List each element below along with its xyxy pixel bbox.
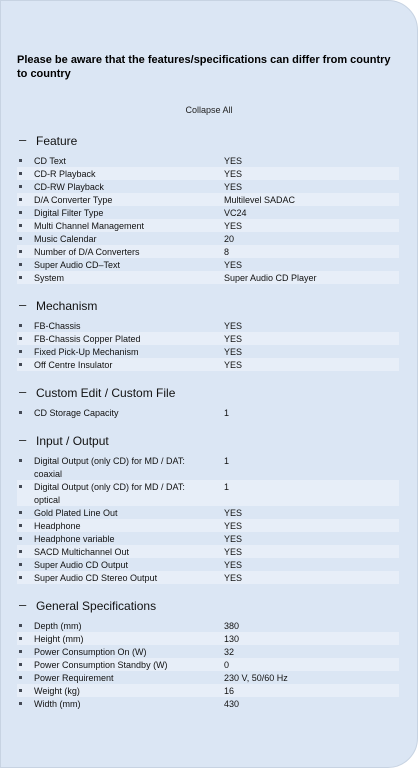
section-feature <box>17 134 399 284</box>
bullet-icon <box>19 624 22 627</box>
section-custom-edit-custom-file <box>17 386 399 419</box>
bullet-icon <box>19 172 22 175</box>
spec-row <box>17 619 399 632</box>
spec-row <box>17 658 399 671</box>
spec-value: YES <box>224 508 243 518</box>
spec-row <box>17 632 399 645</box>
spec-value: 380 <box>224 621 240 631</box>
spec-value: Super Audio CD Player <box>224 273 317 283</box>
bullet-icon <box>19 689 22 692</box>
bullet-icon <box>19 159 22 162</box>
spec-label: Music Calendar <box>34 234 97 244</box>
bullet-icon <box>19 576 22 579</box>
spec-value: 1 <box>224 482 230 492</box>
spec-value: 1 <box>224 408 230 418</box>
collapse-minus-icon[interactable]: – <box>19 297 27 312</box>
spec-label: FB-Chassis <box>34 321 81 331</box>
spec-row <box>17 454 399 480</box>
spec-row <box>17 545 399 558</box>
spec-label: CD-R Playback <box>34 169 96 179</box>
spec-row <box>17 358 399 371</box>
spec-label: Power Requirement <box>34 673 114 683</box>
spec-value: YES <box>224 260 243 270</box>
spec-label: Depth (mm) <box>34 621 82 631</box>
bullet-icon <box>19 185 22 188</box>
section-title: General Specifications <box>36 599 157 613</box>
spec-label: Digital Output (only CD) for MD / DAT: coaxial <box>34 456 185 479</box>
spec-value: YES <box>224 560 243 570</box>
spec-value: YES <box>224 182 243 192</box>
bullet-icon <box>19 485 22 488</box>
spec-value: YES <box>224 221 243 231</box>
spec-value: YES <box>224 534 243 544</box>
spec-value: YES <box>224 547 243 557</box>
spec-label: Power Consumption On (W) <box>34 647 147 657</box>
spec-label: Off Centre Insulator <box>34 360 113 370</box>
spec-value: VC24 <box>224 208 247 218</box>
spec-row <box>17 697 399 710</box>
spec-row <box>17 558 399 571</box>
spec-label: Digital Filter Type <box>34 208 104 218</box>
section-header[interactable] <box>17 134 399 150</box>
section-title: Feature <box>36 134 78 148</box>
bullet-icon <box>19 676 22 679</box>
section-header[interactable] <box>17 434 399 450</box>
bullet-icon <box>19 650 22 653</box>
spec-row <box>17 232 399 245</box>
collapse-minus-icon[interactable]: – <box>19 432 27 447</box>
spec-label: Width (mm) <box>34 699 81 709</box>
spec-value: 16 <box>224 686 235 696</box>
bullet-icon <box>19 363 22 366</box>
section-general-specifications <box>17 599 399 710</box>
spec-row <box>17 193 399 206</box>
bullet-icon <box>19 550 22 553</box>
bullet-icon <box>19 663 22 666</box>
spec-row <box>17 532 399 545</box>
bullet-icon <box>19 337 22 340</box>
section-title: Mechanism <box>36 299 98 313</box>
bullet-icon <box>19 276 22 279</box>
spec-value: Multilevel SADAC <box>224 195 296 205</box>
spec-label: Weight (kg) <box>34 686 80 696</box>
spec-label: System <box>34 273 65 283</box>
spec-label: CD-RW Playback <box>34 182 104 192</box>
spec-label: Headphone <box>34 521 81 531</box>
bullet-icon <box>19 211 22 214</box>
spec-row <box>17 332 399 345</box>
section-title: Input / Output <box>36 434 109 448</box>
spec-label: CD Text <box>34 156 66 166</box>
bullet-icon <box>19 250 22 253</box>
country-notice: Please be aware that the features/specifications can differ from country to country <box>17 54 391 80</box>
spec-row <box>17 219 399 232</box>
spec-label: Super Audio CD Output <box>34 560 129 570</box>
spec-label: Fixed Pick-Up Mechanism <box>34 347 139 357</box>
spec-row <box>17 245 399 258</box>
spec-label: Super Audio CD–Text <box>34 260 121 270</box>
bullet-icon <box>19 411 22 414</box>
bullet-icon <box>19 237 22 240</box>
spec-value: 32 <box>224 647 235 657</box>
spec-value: YES <box>224 169 243 179</box>
bullet-icon <box>19 537 22 540</box>
spec-value: YES <box>224 360 243 370</box>
bullet-icon <box>19 702 22 705</box>
collapse-all-link[interactable]: Collapse All <box>185 105 233 115</box>
collapse-minus-icon[interactable]: – <box>19 384 27 399</box>
spec-label: Multi Channel Management <box>34 221 145 231</box>
bullet-icon <box>19 324 22 327</box>
section-header[interactable] <box>17 299 399 315</box>
spec-row <box>17 645 399 658</box>
section-mechanism <box>17 299 399 371</box>
bullet-icon <box>19 511 22 514</box>
spec-row <box>17 319 399 332</box>
bullet-icon <box>19 563 22 566</box>
spec-label: CD Storage Capacity <box>34 408 119 418</box>
spec-value: 0 <box>224 660 230 670</box>
spec-row <box>17 180 399 193</box>
spec-label: Super Audio CD Stereo Output <box>34 573 158 583</box>
spec-label: Number of D/A Converters <box>34 247 140 257</box>
bullet-icon <box>19 224 22 227</box>
spec-label: FB-Chassis Copper Plated <box>34 334 141 344</box>
spec-row <box>17 671 399 684</box>
spec-label: D/A Converter Type <box>34 195 113 205</box>
spec-value: 20 <box>224 234 235 244</box>
spec-label: Headphone variable <box>34 534 115 544</box>
spec-row <box>17 571 399 584</box>
spec-row <box>17 684 399 697</box>
spec-label: SACD Multichannel Out <box>34 547 130 557</box>
section-title: Custom Edit / Custom File <box>36 386 176 400</box>
spec-value: YES <box>224 573 243 583</box>
spec-value: YES <box>224 334 243 344</box>
bullet-icon <box>19 350 22 353</box>
spec-row <box>17 167 399 180</box>
spec-value: 8 <box>224 247 230 257</box>
section-header[interactable] <box>17 599 399 615</box>
bullet-icon <box>19 198 22 201</box>
spec-value: YES <box>224 321 243 331</box>
spec-label: Digital Output (only CD) for MD / DAT: optical <box>34 482 185 505</box>
spec-row <box>17 406 399 419</box>
spec-row <box>17 206 399 219</box>
spec-label: Height (mm) <box>34 634 84 644</box>
spec-row <box>17 258 399 271</box>
section-input-output <box>17 434 399 584</box>
collapse-minus-icon[interactable]: – <box>19 597 27 612</box>
spec-value: 1 <box>224 456 230 466</box>
spec-row <box>17 506 399 519</box>
spec-value: 230 V, 50/60 Hz <box>224 673 288 683</box>
bullet-icon <box>19 524 22 527</box>
spec-label: Power Consumption Standby (W) <box>34 660 168 670</box>
spec-row <box>17 345 399 358</box>
spec-row <box>17 519 399 532</box>
bullet-icon <box>19 459 22 462</box>
spec-value: 130 <box>224 634 240 644</box>
spec-row <box>17 154 399 167</box>
section-header[interactable] <box>17 386 399 402</box>
spec-label: Gold Plated Line Out <box>34 508 118 518</box>
bullet-icon <box>19 263 22 266</box>
collapse-minus-icon[interactable]: – <box>19 132 27 147</box>
spec-value: YES <box>224 156 243 166</box>
spec-row <box>17 271 399 284</box>
spec-value: YES <box>224 521 243 531</box>
spec-value: 430 <box>224 699 240 709</box>
spec-value: YES <box>224 347 243 357</box>
bullet-icon <box>19 637 22 640</box>
spec-row <box>17 480 399 506</box>
